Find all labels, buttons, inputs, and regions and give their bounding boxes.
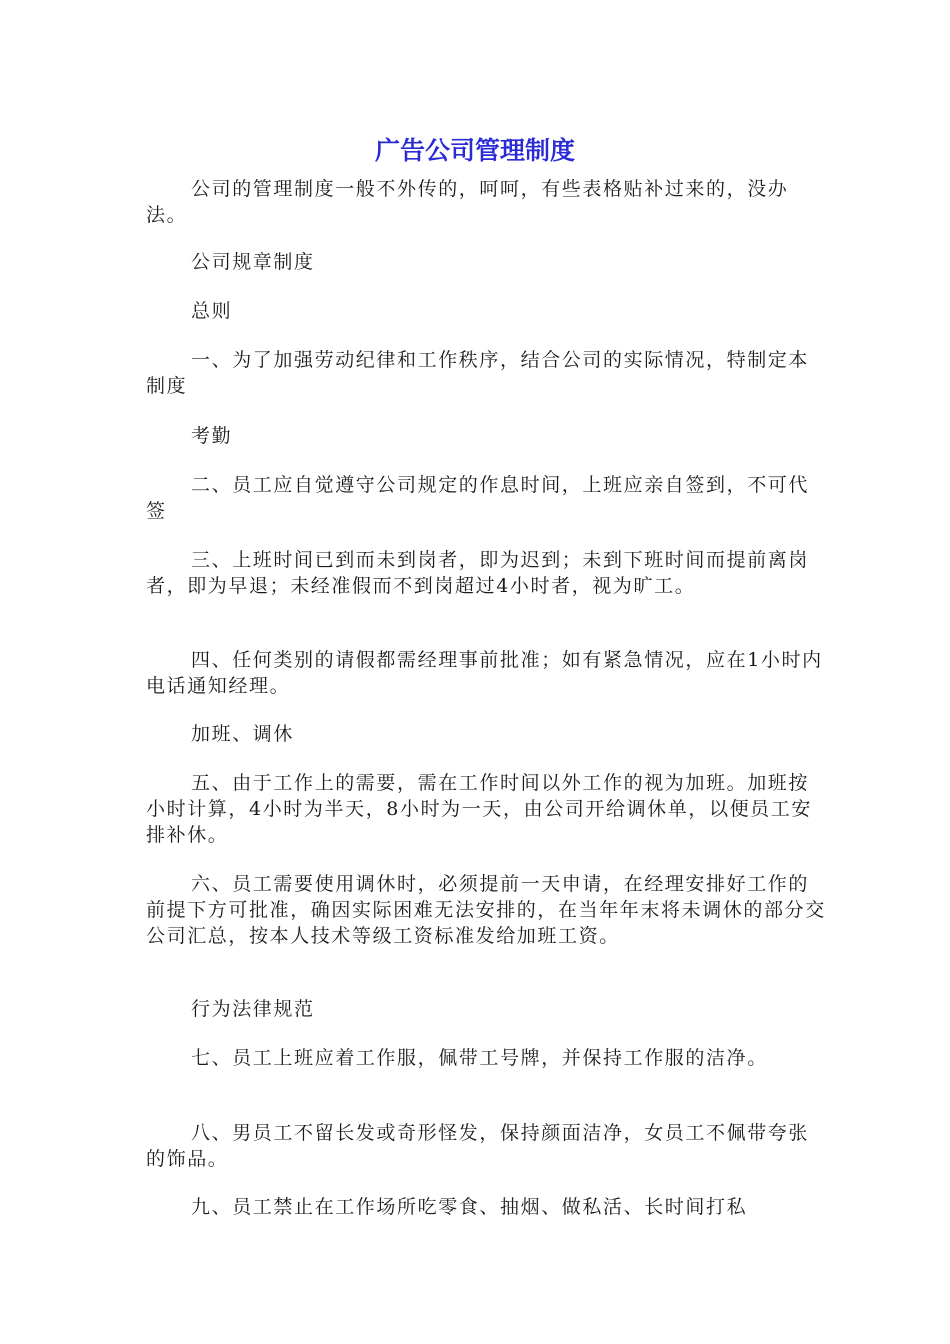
paragraph-item-6: 六、员工需要使用调休时，必须提前一天申请，在经理安排好工作的前提下方可批准，确因实际困难无法安排的，在当年年末将未调休的部分交公司汇总，按本人技术等级工资标准发给加班工资。 bbox=[146, 873, 826, 947]
document-title: 广告公司管理制度 bbox=[374, 136, 575, 165]
paragraph-item-2: 二、员工应自觉遵守公司规定的作息时间，上班应亲自签到，不可代签 bbox=[146, 474, 810, 522]
section-heading-overtime: 加班、调休 bbox=[191, 723, 295, 745]
paragraph-item-4: 四、任何类别的请假都需经理事前批准；如有紧急情况，应在1小时内电话通知经理。 bbox=[146, 649, 823, 697]
paragraph-item-8: 八、男员工不留长发或奇形怪发，保持颜面洁净，女员工不佩带夸张的饰品。 bbox=[146, 1122, 810, 1170]
paragraph-item-9: 九、员工禁止在工作场所吃零食、抽烟、做私活、长时间打私 bbox=[191, 1196, 748, 1218]
section-heading-conduct: 行为法律规范 bbox=[191, 998, 315, 1020]
intro-paragraph: 公司的管理制度一般不外传的，呵呵，有些表格贴补过来的，没办法。 bbox=[146, 178, 789, 226]
section-heading-rules: 公司规章制度 bbox=[191, 251, 315, 273]
paragraph-item-5: 五、由于工作上的需要，需在工作时间以外工作的视为加班。加班按小时计算，4小时为半天，8小时为一天，由公司开给调休单，以便员工安排补休。 bbox=[146, 772, 812, 846]
section-heading-general: 总则 bbox=[191, 300, 233, 322]
paragraph-item-1: 一、为了加强劳动纪律和工作秩序，结合公司的实际情况，特制定本制度 bbox=[146, 349, 810, 397]
paragraph-item-7: 七、员工上班应着工作服，佩带工号牌，并保持工作服的洁净。 bbox=[191, 1047, 768, 1069]
paragraph-item-3: 三、上班时间已到而未到岗者，即为迟到；未到下班时间而提前离岗者，即为早退；未经准假而不到岗超过4小时者，视为旷工。 bbox=[146, 549, 810, 597]
section-heading-attendance: 考勤 bbox=[191, 425, 233, 447]
